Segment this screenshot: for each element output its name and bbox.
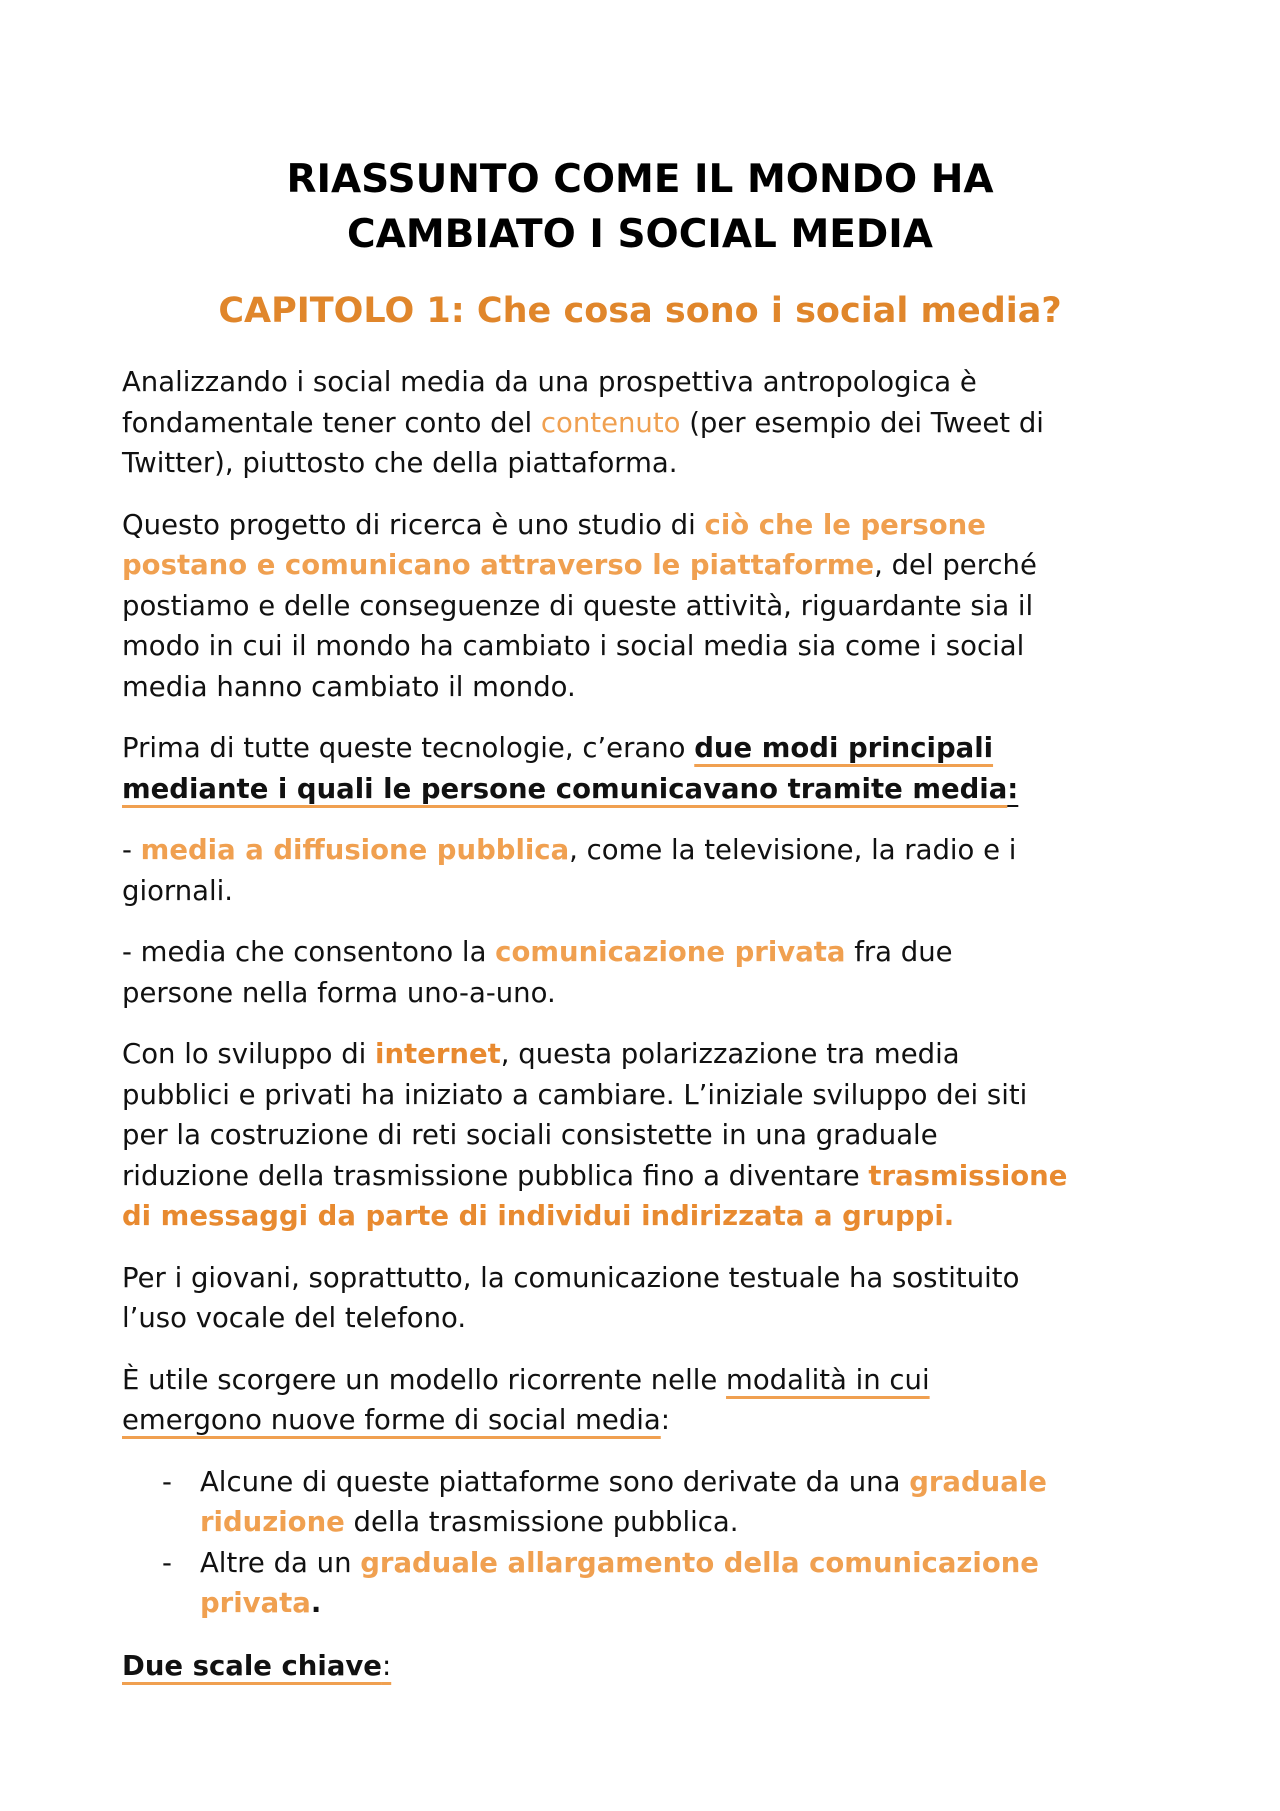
p5-line-1 [122,932,1182,973]
p6-line-4 [122,1156,1182,1197]
underlined-due-modi: due modi principali [694,732,994,764]
highlight-internet: internet [375,1038,501,1070]
list-item [122,1543,1182,1624]
paragraph-9 [122,1646,1182,1687]
p8-line-2 [122,1400,1182,1441]
p1-line-3: Twitter), piuttosto che della piattaforma. [122,447,678,479]
paragraph-4 [122,830,1182,911]
bullet-1-line-2 [200,1502,1182,1543]
bullet-text: Altre da un [200,1546,361,1579]
bullet-dash: - [162,1465,172,1498]
p3-text: Prima di tutte queste tecnologie, c’erano [122,732,695,764]
p3-line-1 [122,728,1182,769]
bullet-text: della trasmissione pubblica. [344,1506,739,1538]
highlight-trasmissione: trasmissione [868,1159,1068,1192]
bullet-dash: - [162,1546,172,1579]
underlined-mediante: mediante i quali le persone comunicavano tramite media [122,772,1008,805]
underlined-emergono: emergono nuove forme di social media [122,1404,661,1436]
highlight-privata: privata [200,1587,311,1619]
p3-colon: : [1007,772,1019,805]
bullet-list [122,1462,1182,1624]
title-line-1: RIASSUNTO COME IL MONDO HA [286,157,994,202]
p8-line-1 [122,1360,1182,1401]
paragraph-1 [122,362,1182,484]
p7-line-1: Per i giovani, soprattutto, la comunicazione testuale ha sostituito [122,1261,1020,1294]
p8-text: È utile scorgere un modello ricorrente nelle [122,1363,727,1396]
p7-line-2: l’uso vocale del telefono. [122,1302,467,1334]
paragraph-5 [122,932,1182,1013]
p6-text: riduzione della trasmissione pubblica fino a diventare [122,1159,869,1192]
paragraph-3 [122,728,1182,809]
highlight-media-diffusione: media a diffusione pubblica [140,834,570,866]
p6-line-1 [122,1034,1182,1075]
list-item [122,1462,1182,1543]
bullet-period: . [310,1587,322,1619]
underlined-modalita: modalità in cui [726,1363,930,1396]
p2-line-5: media hanno cambiato il mondo. [122,670,576,703]
highlight-cio-che-le-persone: ciò che le persone [704,508,986,541]
p5-text: fra due [845,936,953,968]
highlight-postano: postano e comunicano attraverso le piattaforme [122,549,875,581]
paragraph-6 [122,1034,1182,1237]
p4-text: , come la televisione, la radio e i [569,834,1017,866]
p6-line-5: di messaggi da parte di individui indirizzata a gruppi. [122,1200,955,1232]
p2-text: , del perché [874,549,1037,581]
p3-line-2 [122,769,1182,810]
document-title [0,152,1280,262]
p4-dash: - [122,834,141,866]
underlined-due-scale: Due scale chiave [122,1649,382,1682]
paragraph-8 [122,1360,1182,1441]
p2-line-3: postiamo e delle conseguenze di queste attività, riguardante sia il [122,589,1034,622]
paragraph-2 [122,505,1182,708]
p9-line-1 [122,1646,1182,1687]
p8-colon: : [660,1404,671,1436]
highlight-graduale: graduale [909,1465,1047,1498]
bullet-2-line-2 [200,1583,1182,1624]
highlight-contenuto: contenuto [540,406,681,439]
p6-line-2: pubblici e privati ha iniziato a cambiare. L’iniziale sviluppo dei siti [122,1078,1028,1111]
p4-line-2: giornali. [122,874,234,907]
p6-line-3: per la costruzione di reti sociali consistette in una graduale [122,1119,938,1151]
highlight-graduale-allargamento: graduale allargamento della comunicazione [360,1546,1039,1579]
p2-line-1 [122,505,1182,546]
p6-text: , questa polarizzazione tra media [500,1038,960,1070]
p4-line-1 [122,830,1182,871]
p1-line-2 [122,403,1182,444]
chapter-heading: CAPITOLO 1: Che cosa sono i social media? [218,291,1062,331]
p1-text: (per esempio dei Tweet di [680,406,1044,439]
bullet-2-line-1 [200,1543,1182,1584]
p2-line-4: modo in cui il mondo ha cambiato i social media sia come i social [122,630,1025,662]
p5-line-2: persone nella forma uno-a-uno. [122,976,556,1009]
document-body [122,362,1182,1707]
p2-line-2 [122,545,1182,586]
bullet-text: Alcune di queste piattaforme sono derivate da una [200,1465,910,1498]
highlight-comunicazione-privata: comunicazione privata [495,936,846,968]
p9-colon: : [381,1649,392,1682]
p2-text: Questo progetto di ricerca è uno studio di [122,508,705,541]
p1-line-1: Analizzando i social media da una prospettiva antropologica è [122,366,977,398]
bullet-1-line-1 [200,1462,1182,1503]
paragraph-7 [122,1258,1182,1339]
title-line-2: CAMBIATO I SOCIAL MEDIA [347,212,933,257]
p6-text: Con lo sviluppo di [122,1038,376,1070]
p5-text: - media che consentono la [122,936,496,968]
p1-text: fondamentale tener conto del [122,406,541,439]
highlight-riduzione: riduzione [200,1506,345,1538]
